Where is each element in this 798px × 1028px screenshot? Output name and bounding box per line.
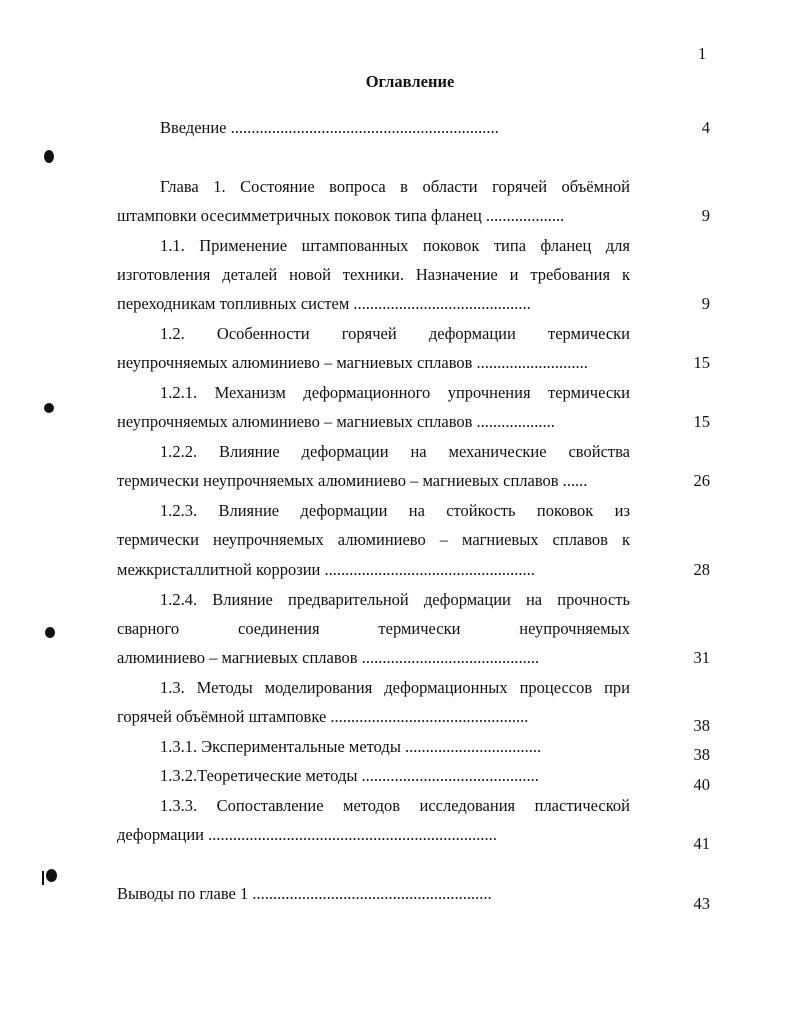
- page-number: 1: [698, 44, 707, 63]
- toc-entry: [160, 118, 630, 138]
- toc-subsection-line: сварного соединения термически неупрочняемых: [117, 619, 630, 638]
- binder-hole-mark: [44, 403, 54, 413]
- toc-section-line: 1.3. Методы моделирования деформационных процессов при: [160, 678, 630, 697]
- toc-subsection-line: неупрочняемых алюминиево – магниевых сплавов ...................: [117, 412, 555, 431]
- toc-page-number: 4: [701, 118, 710, 137]
- toc-page-number: 15: [693, 412, 710, 431]
- toc-chapter-line: Глава 1. Состояние вопроса в области горячей объёмной: [160, 177, 630, 196]
- toc-page-number: 43: [693, 894, 710, 913]
- toc-subsection-line: 1.3.2.Теоретические методы ...........................................: [160, 766, 539, 785]
- toc-section-line: неупрочняемых алюминиево – магниевых сплавов ...........................: [117, 353, 588, 372]
- binder-hole-mark: [45, 627, 55, 638]
- toc-page-number: 28: [693, 560, 710, 579]
- toc-chapter-line: штамповки осесимметричных поковок типа фланец ...................: [117, 206, 565, 225]
- toc-conclusions-line: Выводы по главе 1 ..........................................................: [117, 884, 492, 903]
- toc-subsection-line: 1.2.3. Влияние деформации на стойкость поковок из: [160, 501, 630, 520]
- toc-subsection-line: алюминиево – магниевых сплавов ...........................................: [117, 648, 540, 667]
- toc-subsection-line: 1.3.1. Экспериментальные методы .................................: [160, 737, 542, 756]
- toc-subsection-line: термически неупрочняемых алюминиево – магниевых сплавов ......: [117, 471, 588, 490]
- toc-page-number: 31: [693, 648, 710, 667]
- toc-page-number: 38: [693, 745, 710, 764]
- toc-section-line: 1.1. Применение штампованных поковок типа фланец для: [160, 236, 630, 255]
- toc-subsection-line: 1.2.2. Влияние деформации на механические свойства: [160, 442, 630, 461]
- toc-subsection-line: 1.2.4. Влияние предварительной деформации на прочность: [160, 590, 630, 609]
- toc-subsection-line: термически неупрочняемых алюминиево – магниевых сплавов к: [117, 530, 630, 549]
- binder-hole-mark: [44, 150, 54, 163]
- toc-subsection-line: деформации ......................................................................: [117, 825, 497, 844]
- toc-section-line: изготовления деталей новой техники. Назначение и требования к: [117, 265, 630, 284]
- toc-page-number: 41: [693, 834, 710, 853]
- toc-page-number: 26: [693, 471, 710, 490]
- page-title: Оглавление: [365, 72, 455, 91]
- toc-page-number: 40: [693, 775, 710, 794]
- toc-section-line: 1.2. Особенности горячей деформации термически: [160, 324, 630, 343]
- scan-artifact-mark: [42, 871, 44, 885]
- toc-page-number: 9: [701, 206, 710, 225]
- toc-section-line: переходникам топливных систем ...........................................: [117, 294, 531, 313]
- binder-hole-mark: [46, 869, 57, 882]
- toc-text: Введение .................................................................: [160, 118, 499, 137]
- toc-subsection-line: 1.3.3. Сопоставление методов исследования пластической: [160, 796, 630, 815]
- toc-page-number: 15: [693, 353, 710, 372]
- toc-section-line: горячей объёмной штамповке ................................................: [117, 707, 529, 726]
- toc-subsection-line: 1.2.1. Механизм деформационного упрочнения термически: [160, 383, 630, 402]
- toc-subsection-line: межкристаллитной коррозии ...................................................: [117, 560, 535, 579]
- toc-page-number: 9: [701, 294, 710, 313]
- toc-page-number: 38: [693, 716, 710, 735]
